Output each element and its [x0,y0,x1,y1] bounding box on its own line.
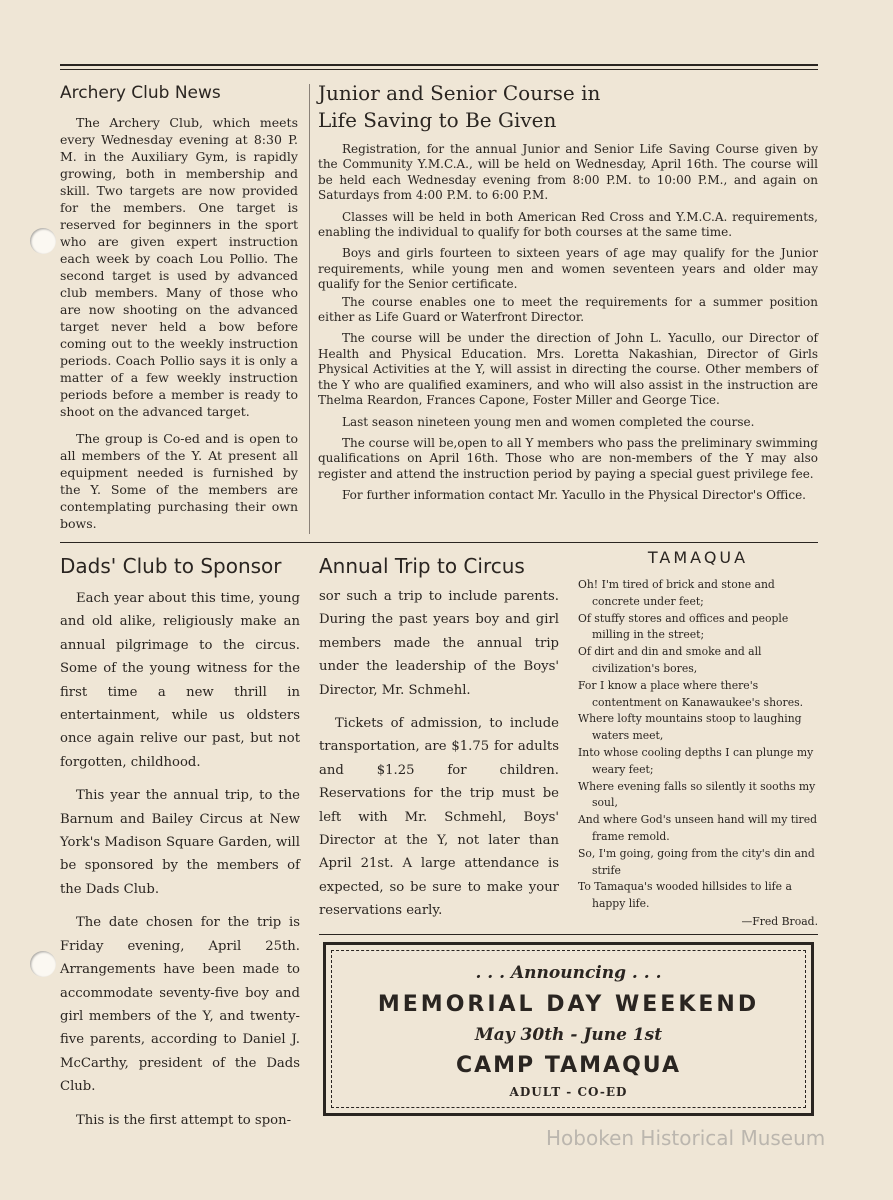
dads-paragraph: sor such a trip to include parents. During the past years boy and girl members made the annual trip under the leadership of the Boys' Director, Mr. Schmehl. [319,589,559,698]
lifesaving-paragraph: Last season nineteen young men and women completed the course. [342,414,755,429]
poem-author: —Fred Broad. [741,914,818,928]
dads-paragraph: Tickets of admission, to include transportation, are $1.75 for adults and $1.25 for children. Reservations for the trip must be left with Mr. Schmehl, Boys' Director at the Y, not later than April 21st. A large attendance is expected, so be sure to make your reservations early. [319,716,559,919]
lifesaving-paragraph: For further information contact Mr. Yacullo in the Physical Director's Office. [342,488,806,503]
poem-line: So, I'm going, going from the city's din and strife [578,846,815,877]
archery-title: Archery Club News [60,83,221,103]
dads-paragraph: Each year about this time, young and old alike, religiously make an annual pilgrimage to the circus. Some of the young witness for the first time a new thrill in entertainment, while us oldsters once again relive our past, but not forgotten, childhood. [60,591,300,770]
poem-line: Where lofty mountains stoop to laughing waters meet, [578,712,802,743]
poem-line: Of stuffy stores and offices and people milling in the street; [578,611,789,642]
poem-line: Of dirt and din and smoke and all civilization's bores, [578,645,762,675]
museum-watermark: Hoboken Historical Museum [546,1126,826,1150]
archery-article [60,80,298,532]
ad-announcing: . . . Announcing . . . [475,963,662,983]
lifesaving-article [318,80,818,504]
punch-hole-bottom [30,951,56,977]
tamaqua-poem [578,548,818,928]
top-rule-thin [60,69,818,70]
dads-title-right: Annual Trip to Circus [319,554,525,578]
column-divider [309,84,310,534]
dads-paragraph: The date chosen for the trip is Friday evening, April 25th. Arrangements have been made to accommodate seventy-five boy and girl members of the Y, and twenty-five parents, according to Daniel J. McCarthy, president of the Dads Club. [60,915,300,1095]
lifesaving-title [318,80,818,134]
dads-paragraph: This year the annual trip, to the Barnum and Bailey Circus at New York's Madison Square Garden, will be sponsored by the members of the Dads Club. [60,788,300,897]
poem-title: TAMAQUA [647,548,749,567]
punch-hole-top [30,228,56,254]
lifesaving-paragraph: Boys and girls fourteen to sixteen years of age may qualify for the Junior requirements, while young men and women seventeen years and older may qualify for the Senior certificate. [318,246,818,292]
poem-line: Into whose cooling depths I can plunge my weary feet; [578,745,814,776]
lifesaving-paragraph: The course will be,open to all Y members who pass the preliminary swimming qualifications on April 16th. Those who are non-members of the Y may also register and attend the instruction period by paying a special guest privilege fee. [318,435,818,481]
poem-line: To Tamaqua's wooded hillsides to life a happy life. [578,880,792,911]
ad-camp-name: CAMP TAMAQUA [455,1053,681,1078]
lifesaving-paragraph: Classes will be held in both American Red Cross and Y.M.C.A. requirements, enabling the individual to qualify for both courses at the same time. [318,209,818,240]
top-rule [60,64,818,66]
poem-line: Where evening falls so silently it sooths my soul, [578,779,816,810]
ad-headline: MEMORIAL DAY WEEKEND [377,992,760,1017]
dads-column-2 [319,585,559,923]
dads-title-left: Dads' Club to Sponsor [60,554,282,578]
archery-paragraph: The group is Co-ed and is open to all members of the Y. At present all equipment needed is furnished by the Y. Some of the members are contemplating purchasing their own bows. [60,431,298,531]
camp-tamaqua-ad [323,942,814,1116]
ad-dates: May 30th - June 1st [474,1025,663,1045]
lifesaving-title-line: Life Saving to Be Given [318,108,557,132]
lifesaving-paragraph: The course will be under the direction of John L. Yacullo, our Director of Health and Physical Education. Mrs. Loretta Nakashian, Director of Girls Physical Activities at the Y, will assist in directing the course. Other members of the Y who are qualified examiners, and who will also assist in the instruction are Thelma Reardon, Frances Capone, Foster Miller and George Tice. [318,331,818,408]
dads-column-1 [60,587,300,1132]
lifesaving-paragraph: Registration, for the annual Junior and Senior Life Saving Course given by the Community Y.M.C.A., will be held on Wednesday, April 16th. The course will be held each Wednesday evening from 8:00 P.M. to 10:00 P.M., and again on Saturdays from 4:00 P.M. to 6:00 P.M. [318,142,818,203]
ad-rule [319,934,818,935]
ad-subtitle: ADULT - CO-ED [509,1085,628,1099]
poem-line: Oh! I'm tired of brick and stone and concrete under feet; [578,578,775,608]
poem-line: And where God's unseen hand will my tired frame remold. [578,813,817,843]
archery-paragraph: The Archery Club, which meets every Wednesday evening at 8:30 P. M. in the Auxiliary Gym, is rapidly growing, both in membership and skill. Two targets are now provided for the members. One target is reserved for beginners in the sport who are given expert instruction each week by coach Lou Pollio. The second target is used by advanced club members. Many of those who are now shooting on the advanced target never held a bow before coming out to the weekly instruction periods. Coach Pollio says it is only a matter of a few weekly instruction periods before a member is ready to shoot on the advanced target. [60,115,298,419]
poem-line: For I know a place where there's contentment on Kanawaukee's shores. [578,678,804,709]
lifesaving-paragraph: The course enables one to meet the requirements for a summer position either as Life Guard or Waterfront Director. [318,294,818,325]
lifesaving-title-line: Junior and Senior Course in [318,81,601,105]
section-rule [60,542,818,543]
dads-paragraph: This is the first attempt to spon- [76,1112,292,1128]
